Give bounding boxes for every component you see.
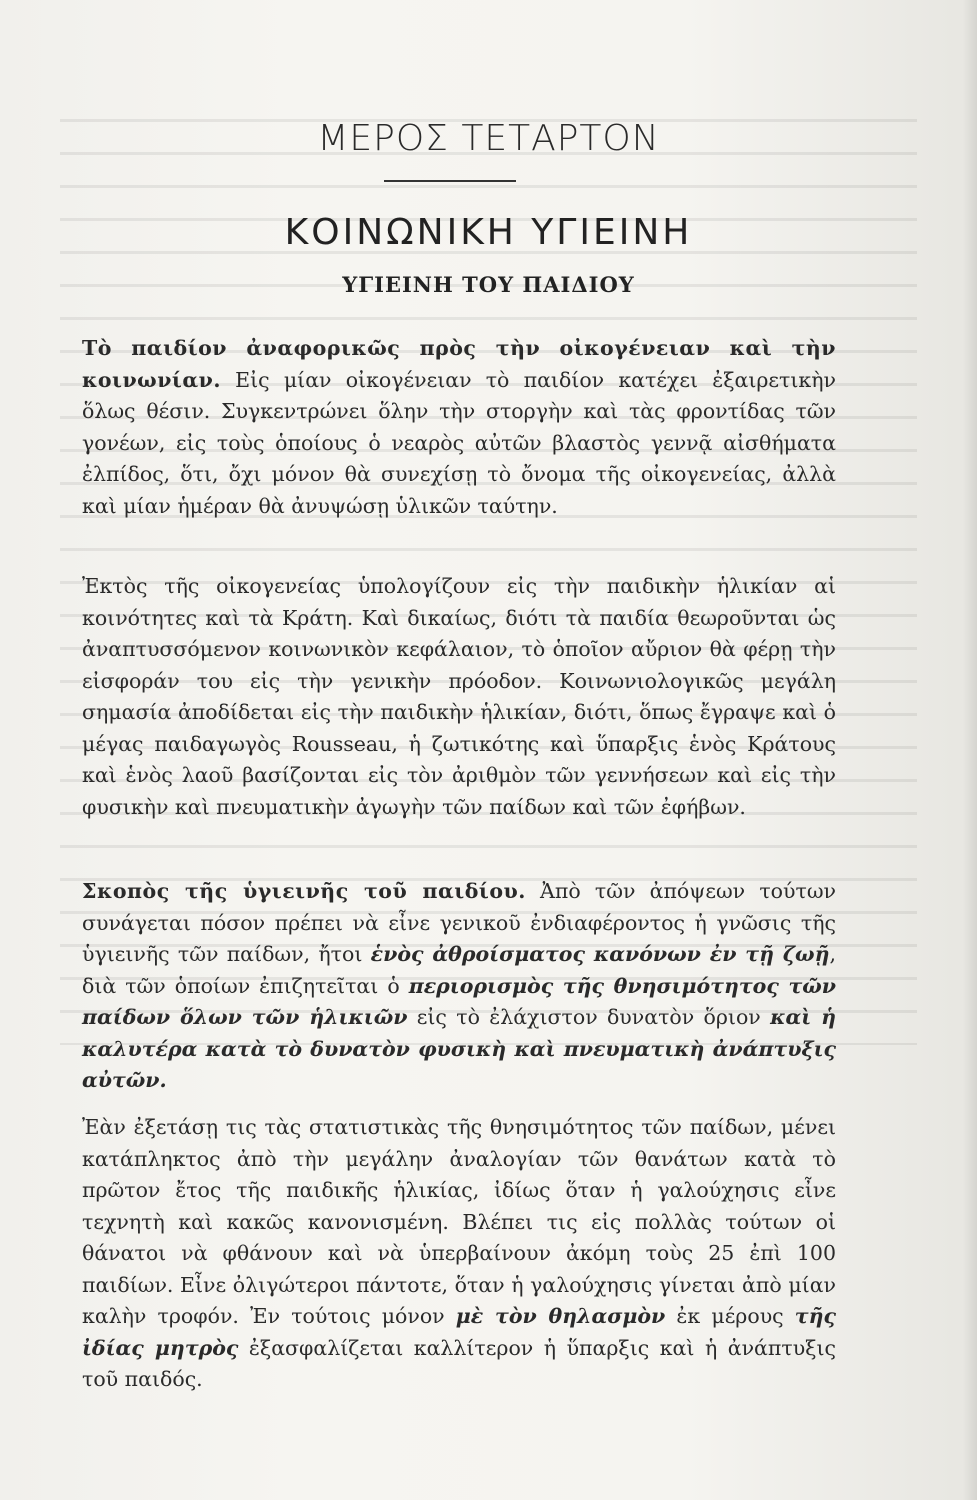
paragraph-body-b: , διὰ τῶν ὁποίων ἐπιζητεῖται ὁ (82, 942, 837, 998)
section-title: ΜΕΡΟΣ ΤΕΤΑΡΤΟΝ (317, 118, 660, 159)
paragraph-family-society (82, 333, 836, 522)
paragraph-body-c: εἰς τὸ ἐλάχιστον δυνατὸν ὅριον (407, 1005, 771, 1029)
paragraph-heading: Τὸ παιδίον ἀναφορικῶς πρὸς τὴν οἰκογένειαν καὶ τὴν κοινωνίαν. (82, 336, 836, 392)
emphasis-a: μὲ τὸν θηλασμὸν (455, 1304, 666, 1328)
paragraph-body-b: ἐκ μέρους (665, 1304, 795, 1328)
title-divider (384, 180, 516, 182)
paragraph-heading: Σκοπὸς τῆς ὑγιεινῆς τοῦ παιδίου. (82, 879, 526, 903)
chapter-title: ΚΟΙΝΩΝΙΚΗ ΥΓΙΕΙΝΗ (284, 212, 693, 253)
paragraph-body-a: Ἐὰν ἐξετάσῃ τις τὰς στατιστικὰς τῆς θνησιμότητος τῶν παίδων, μένει κατάπληκτος ἀπὸ τὴν μεγάλην ἀναλογίαν τῶν θανάτων κατὰ τὸ πρῶτον ἔτος τῆς παιδικῆς ἡλικίας, ἰδίως ὅταν ἡ γαλούχησις εἶνε τεχνητὴ καὶ κακῶς κανονισμένη. Βλέπει τις εἰς πολλὰς τούτων οἱ θάνατοι νὰ φθάνουν καὶ νὰ ὑπερβαίνουν ἀκόμη τοὺς 25 ἐπὶ 100 παιδίων. Εἶνε ὀλιγώτεροι πάντοτε, ὅταν ἡ γαλούχησις γίνεται ἀπὸ μίαν καλὴν τροφόν. Ἐν τούτοις μόνον (82, 1115, 836, 1328)
emphasis-c: καὶ ἡ καλυτέρα κατὰ τὸ δυνατὸν φυσικὴ καὶ πνευματικὴ ἀνάπτυξις αὐτῶν. (82, 1005, 836, 1092)
emphasis-b: περιορισμὸς τῆς θνησιμότητος τῶν παίδων ὅλων τῶν ἡλικιῶν (82, 973, 837, 1029)
paragraph-body: Ἐκτὸς τῆς οἰκογενείας ὑπολογίζουν εἰς τὴν παιδικὴν ἡλικίαν αἱ κοινότητες καὶ τὰ Κράτη. Καὶ δικαίως, διότι τὰ παιδία θεωροῦνται ὡς ἀναπτυσσόμενον κοινωνικὸν κεφάλαιον, τὸ ὁποῖον αὔριον θὰ φέρῃ τὴν εἰσφοράν του εἰς τὴν γενικὴν πρόοδον. Κοινωνιολογικῶς μεγάλη σημασία ἀποδίδεται εἰς τὴν παιδικὴν ἡλικίαν, διότι, ὅπως ἔγραψε καὶ ὁ μέγας παιδαγωγὸς Rousseau, ἡ ζωτικότης καὶ ὕπαρξις ἑνὸς Κράτους καὶ ἑνὸς λαοῦ βασίζονται εἰς τὸν ἀριθμὸν τῶν γεννήσεων καὶ εἰς τὴν φυσικὴν καὶ πνευματικὴν ἀγωγὴν τῶν παίδων καὶ τῶν ἐφήβων. (82, 574, 836, 819)
paragraph-body-c: ἐξασφαλίζεται καλλίτερον ἡ ὕπαρξις καὶ ἡ ἀνάπτυξις τοῦ παιδός. (82, 1335, 836, 1391)
emphasis-b: τῆς ἰδίας μητρὸς (82, 1304, 836, 1360)
paragraph-purpose (82, 876, 836, 1097)
paragraph-body: Εἰς μίαν οἰκογένειαν τὸ παιδίον κατέχει ἐξαιρετικὴν ὅλως θέσιν. Συγκεντρώνει ὅλην τὴν στοργὴν καὶ τὰς φροντίδας τῶν γονέων, εἰς τοὺς ὁποίους ὁ νεαρὸς αὐτῶν βλαστὸς γεννᾷ αἰσθήματα ἐλπίδος, ὅτι, ὄχι μόνον θὰ συνεχίσῃ τὸ ὄνομα τῆς οἰκογενείας, ἀλλὰ καὶ μίαν ἡμέραν θὰ ἀνυψώσῃ ὑλικῶν ταύτην. (82, 367, 836, 518)
paragraph-communities (82, 571, 836, 823)
chapter-subtitle: ΥΓΙΕΙΝΗ ΤΟΥ ΠΑΙΔΙΟΥ (342, 272, 635, 297)
paragraph-body-a: Ἀπὸ τῶν ἀπόψεων τούτων συνάγεται πόσον πρέπει νὰ εἶνε γενικοῦ ἐνδιαφέροντος ἡ γνῶσις τῆς ὑγιεινῆς τῶν παίδων, ἤτοι (82, 879, 837, 966)
emphasis-a: ἑνὸς ἀθροίσματος κανόνων ἐν τῇ ζωῇ (370, 942, 830, 966)
paragraph-statistics (82, 1112, 836, 1396)
